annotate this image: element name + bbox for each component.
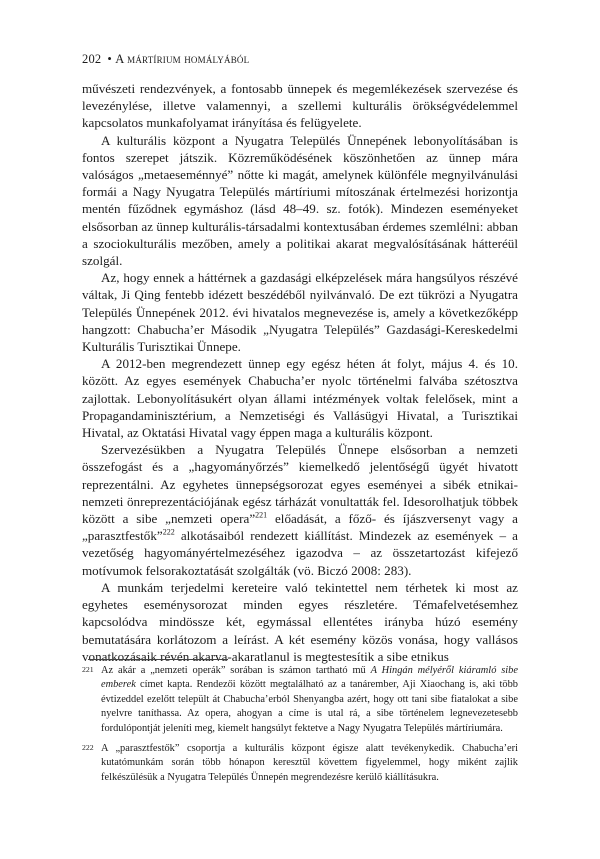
footnote-number: 221 xyxy=(82,665,94,674)
footnote-number: 222 xyxy=(82,743,94,753)
footnote-ref-222[interactable]: 222 xyxy=(162,527,175,537)
paragraph-2: A kulturális központ a Nyugatra Település Ünnepének lebonyolításában is fontos szerepet játszik. Közreműködésének köszönhetően az ünnep mára valóságos „metaeseménnyé” nőtte ki magát, amelynek különféle megnyilvánulási formái a Nagy Nyugatra Település mártíriumi mítoszának értelmezési horizontja mentén fűződnek egymáshoz (lásd 48–49. sz. fotók). Mindezen eseményeket elsősorban az ünnep kulturális-társadalmi kontextusában érdemes szemlélni: abban a szociokulturális mezőben, amely a politikai akarat megvalósításának hátteréül szolgál. xyxy=(82,132,518,269)
footnotes xyxy=(82,664,518,791)
paragraph-1: művészeti rendezvények, a fontosabb ünnepek és megemlékezések szervezése és levezénylése, illetve valamennyi, a szellemi kulturális örökségvédelemmel kapcsolatos munkafolyamat irányítása és felügyelete. xyxy=(82,81,518,131)
footnote-text: A „parasztfestők” csoportja a kulturális központ égisze alatt tevékenykedik. Chabucha’eri kutatómunkám során több hónapon keresztül követtem figyelemmel, hogy miként zajlik felkészülésük a Nyugatra Település Ünnepén megrendezésre kerülő kiállításukra. xyxy=(101,743,518,783)
footnote-ref-221[interactable]: 221 xyxy=(255,510,268,520)
running-title: A mártírium homályából xyxy=(115,52,250,66)
paragraph-6: A munkám terjedelmi kereteire való tekintettel nem térhetek ki most az egyhetes eseménysorozat minden egyes részletére. Témafelvetésemhez kapcsolódva mindössze két, egymással ellentétes irányba húzó esemény bemutatására korlátozom a leírást. A két esemény közös vonása, hogy vallásos vonatkozásaik révén akarva-akaratlanul is megtestesítik a sibe etnikus xyxy=(82,579,518,664)
footnote-italic-title: A Hingán mélyéről kiáramló sibe emberek xyxy=(101,665,518,691)
footnote-text: Az akár a „nemzeti operák” sorában is számon tartható mű xyxy=(101,665,371,676)
paragraph-5 xyxy=(82,441,518,579)
main-text xyxy=(82,80,518,665)
footnote-text-cont: címet kapta. Rendezői között megtalálható az a tanárember, Aji Xiaochang is, aki több évtizeddel ezelőtt települt át Chabucha’erból Shenyangba azért, hogy ott tani sibe fiatalokat a sibe nyelvre taníthassa. Az opera, ahogyan a címe is utal rá, a sibe történelem legnevezetesebb fordulópontját jeleníti meg, kiemelt hangsúlyt fektetve a Nagy Nyugatra Település mártíriumára. xyxy=(101,679,518,734)
paragraph-5-part-c: alkotásaiból rendezett kiállítást. Mindezek az események – a vezetőség hagyományértelmezéséhez igazodva – az összetartozást kifejező motívumok felsorakoztatását szolgálták (vö. Biczó 2008: 283). xyxy=(82,528,518,578)
running-header xyxy=(82,52,249,67)
paragraph-5-part-a: Szervezésükben a Nyugatra Település Ünnepe elsősorban a nemzeti összefogást és a „hagyományőrzés” kiemelkedő jelentőségű ügyét hivatott reprezentálni. Az egyhetes ünnepségsorozat egyes eseményei a sibék etnikai-nemzeti önreprezentációjának egész tárházát vonultatták fel. Idesorolhatjuk többek között a sibe „nemzeti opera” xyxy=(82,442,518,527)
footnote-221 xyxy=(82,664,518,736)
footnote-divider xyxy=(88,659,228,660)
page-number: 202 xyxy=(82,52,102,66)
header-separator: • xyxy=(107,52,112,66)
paragraph-5-part-b: előadását, a főző- és íjászversenyt vagy a „parasztfestők” xyxy=(82,511,518,544)
paragraph-4: A 2012-ben megrendezett ünnep egy egész héten át folyt, május 4. és 10. között. Az egyes események Chabucha’er nyolc történelmi falvába szétosztva zajlottak. Lebonyolításukért olyan állami intézmények voltak felelősek, mint a Propagandaminisztérium, a Nemzetiségi és Vallásügyi Hivatal, a Turisztikai Hivatal, az Oktatási Hivatal vagy éppen maga a kulturális központ. xyxy=(82,356,518,441)
footnote-222 xyxy=(82,742,518,785)
paragraph-3: Az, hogy ennek a háttérnek a gazdasági elképzelések mára hangsúlyos részévé váltak, Ji Qing fentebb idézett beszédéből nyilvánvaló. De ezt tükrözi a Nyugatra Település Ünnepének 2012. évi hivatalos megnevezése is, amely a következőképp hangzott: Chabucha’er Második „Nyugatra Település” Gazdasági-Kereskedelmi Kulturális Turisztikai Ünnepe. xyxy=(82,270,518,355)
